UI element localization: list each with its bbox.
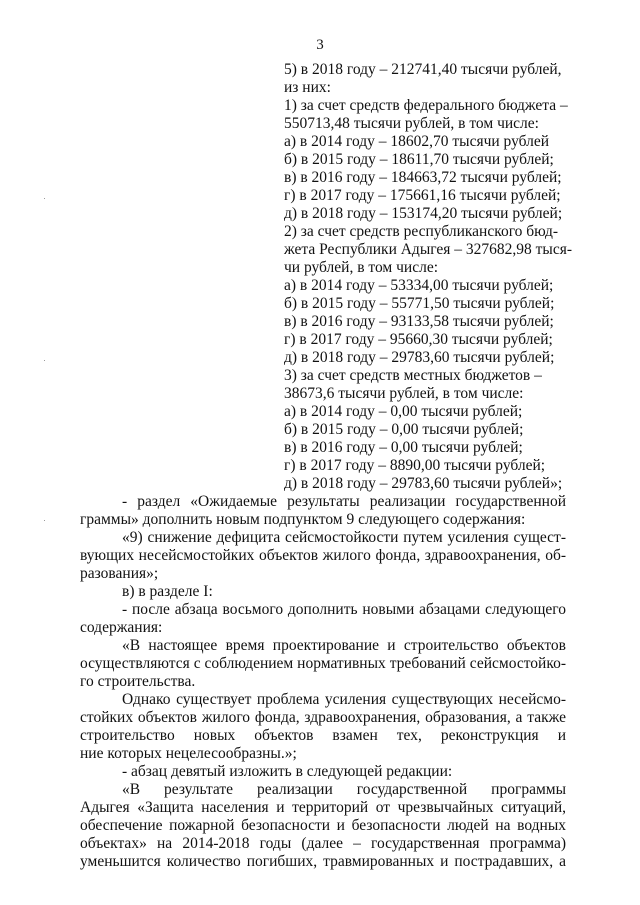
text-line: - после абзаца восьмого дополнить новыми абзацами следующего <box>122 601 566 618</box>
text-line: в) в 2016 году – 93133,58 тысячи рублей; <box>284 313 554 330</box>
text-line: уменьшится количество погибших, травмированных и пострадавших, а <box>80 853 566 870</box>
text-line: «В результате реализации государственной программы <box>122 781 566 798</box>
text-line: г) в 2017 году – 175661,16 тысячи рублей; <box>284 187 561 204</box>
text-line: в) в 2016 году – 0,00 тысячи рублей; <box>284 439 523 456</box>
scan-speck <box>44 198 45 199</box>
text-line: 2) за счет средств республиканского бюд- <box>284 223 559 240</box>
text-line: жета Республики Адыгея – 327682,98 тыся- <box>284 241 572 258</box>
text-line: содержания: <box>80 619 163 636</box>
text-line: объектах» на 2014-2018 годы (далее – государственная программа) <box>80 835 566 852</box>
text-line: «9) снижение дефицита сейсмостойкости путем усиления сущест- <box>122 529 566 546</box>
text-line: д) в 2018 году – 153174,20 тысячи рублей; <box>284 205 563 222</box>
text-line: г) в 2017 году – 95660,30 тысячи рублей; <box>284 331 553 348</box>
text-line: в) в 2016 году – 184663,72 тысячи рублей; <box>284 169 562 186</box>
text-line: «В настоящее время проектирование и строительство объектов <box>122 637 566 654</box>
text-line: а) в 2014 году – 18602,70 тысячи рублей <box>284 133 550 150</box>
text-line: 550713,48 тысячи рублей, в том числе: <box>284 115 539 132</box>
text-line: - раздел «Ожидаемые результаты реализации государственной <box>122 493 566 510</box>
text-line: - абзац девятый изложить в следующей редакции: <box>122 763 453 780</box>
text-line: б) в 2015 году – 0,00 тысячи рублей; <box>284 421 524 438</box>
text-line: б) в 2015 году – 18611,70 тысячи рублей; <box>284 151 554 168</box>
scan-speck <box>44 360 45 361</box>
text-line: 5) в 2018 году – 212741,40 тысячи рублей, <box>284 61 562 78</box>
text-line: вующих несейсмостойких объектов жилого фонда, здравоохранения, об- <box>80 547 566 564</box>
text-line: г) в 2017 году – 8890,00 тысячи рублей; <box>284 457 546 474</box>
scan-speck <box>44 520 45 521</box>
text-line: 38673,6 тысячи рублей, в том числе: <box>284 385 524 402</box>
text-line: 1) за счет средств федерального бюджета – <box>284 97 568 114</box>
text-line: Адыгея «Защита населения и территорий от чрезвычайных ситуаций, <box>80 799 566 816</box>
text-line: строительство новых объектов взамен тех, реконструкция и <box>80 727 566 744</box>
text-line: разования»; <box>80 565 159 582</box>
text-line: граммы» дополнить новым подпунктом 9 следующего содержания: <box>80 511 526 528</box>
text-line: из них: <box>284 79 331 96</box>
text-line: го строительства. <box>80 673 196 690</box>
text-line: стойких объектов жилого фонда, здравоохранения, образования, а также <box>80 709 566 726</box>
page-number: 3 <box>316 37 324 53</box>
text-line: в) в разделе I: <box>122 583 213 600</box>
text-line: обеспечение пожарной безопасности и безопасности людей на водных <box>80 817 566 834</box>
text-line: д) в 2018 году – 29783,60 тысячи рублей; <box>284 349 555 366</box>
text-line: д) в 2018 году – 29783,60 тысячи рублей»; <box>284 475 563 492</box>
text-line: а) в 2014 году – 0,00 тысячи рублей; <box>284 403 523 420</box>
text-line: чи рублей, в том числе: <box>284 259 439 276</box>
text-line: ние которых нецелесообразны.»; <box>80 745 297 762</box>
text-line: а) в 2014 году – 53334,00 тысячи рублей; <box>284 277 554 294</box>
text-line: б) в 2015 году – 55771,50 тысячи рублей; <box>284 295 555 312</box>
text-line: 3) за счет средств местных бюджетов – <box>284 367 542 384</box>
text-line: Однако существует проблема усиления существующих несейсмо- <box>122 691 566 708</box>
text-line: осуществляются с соблюдением нормативных требований сейсмостойко- <box>80 655 566 672</box>
